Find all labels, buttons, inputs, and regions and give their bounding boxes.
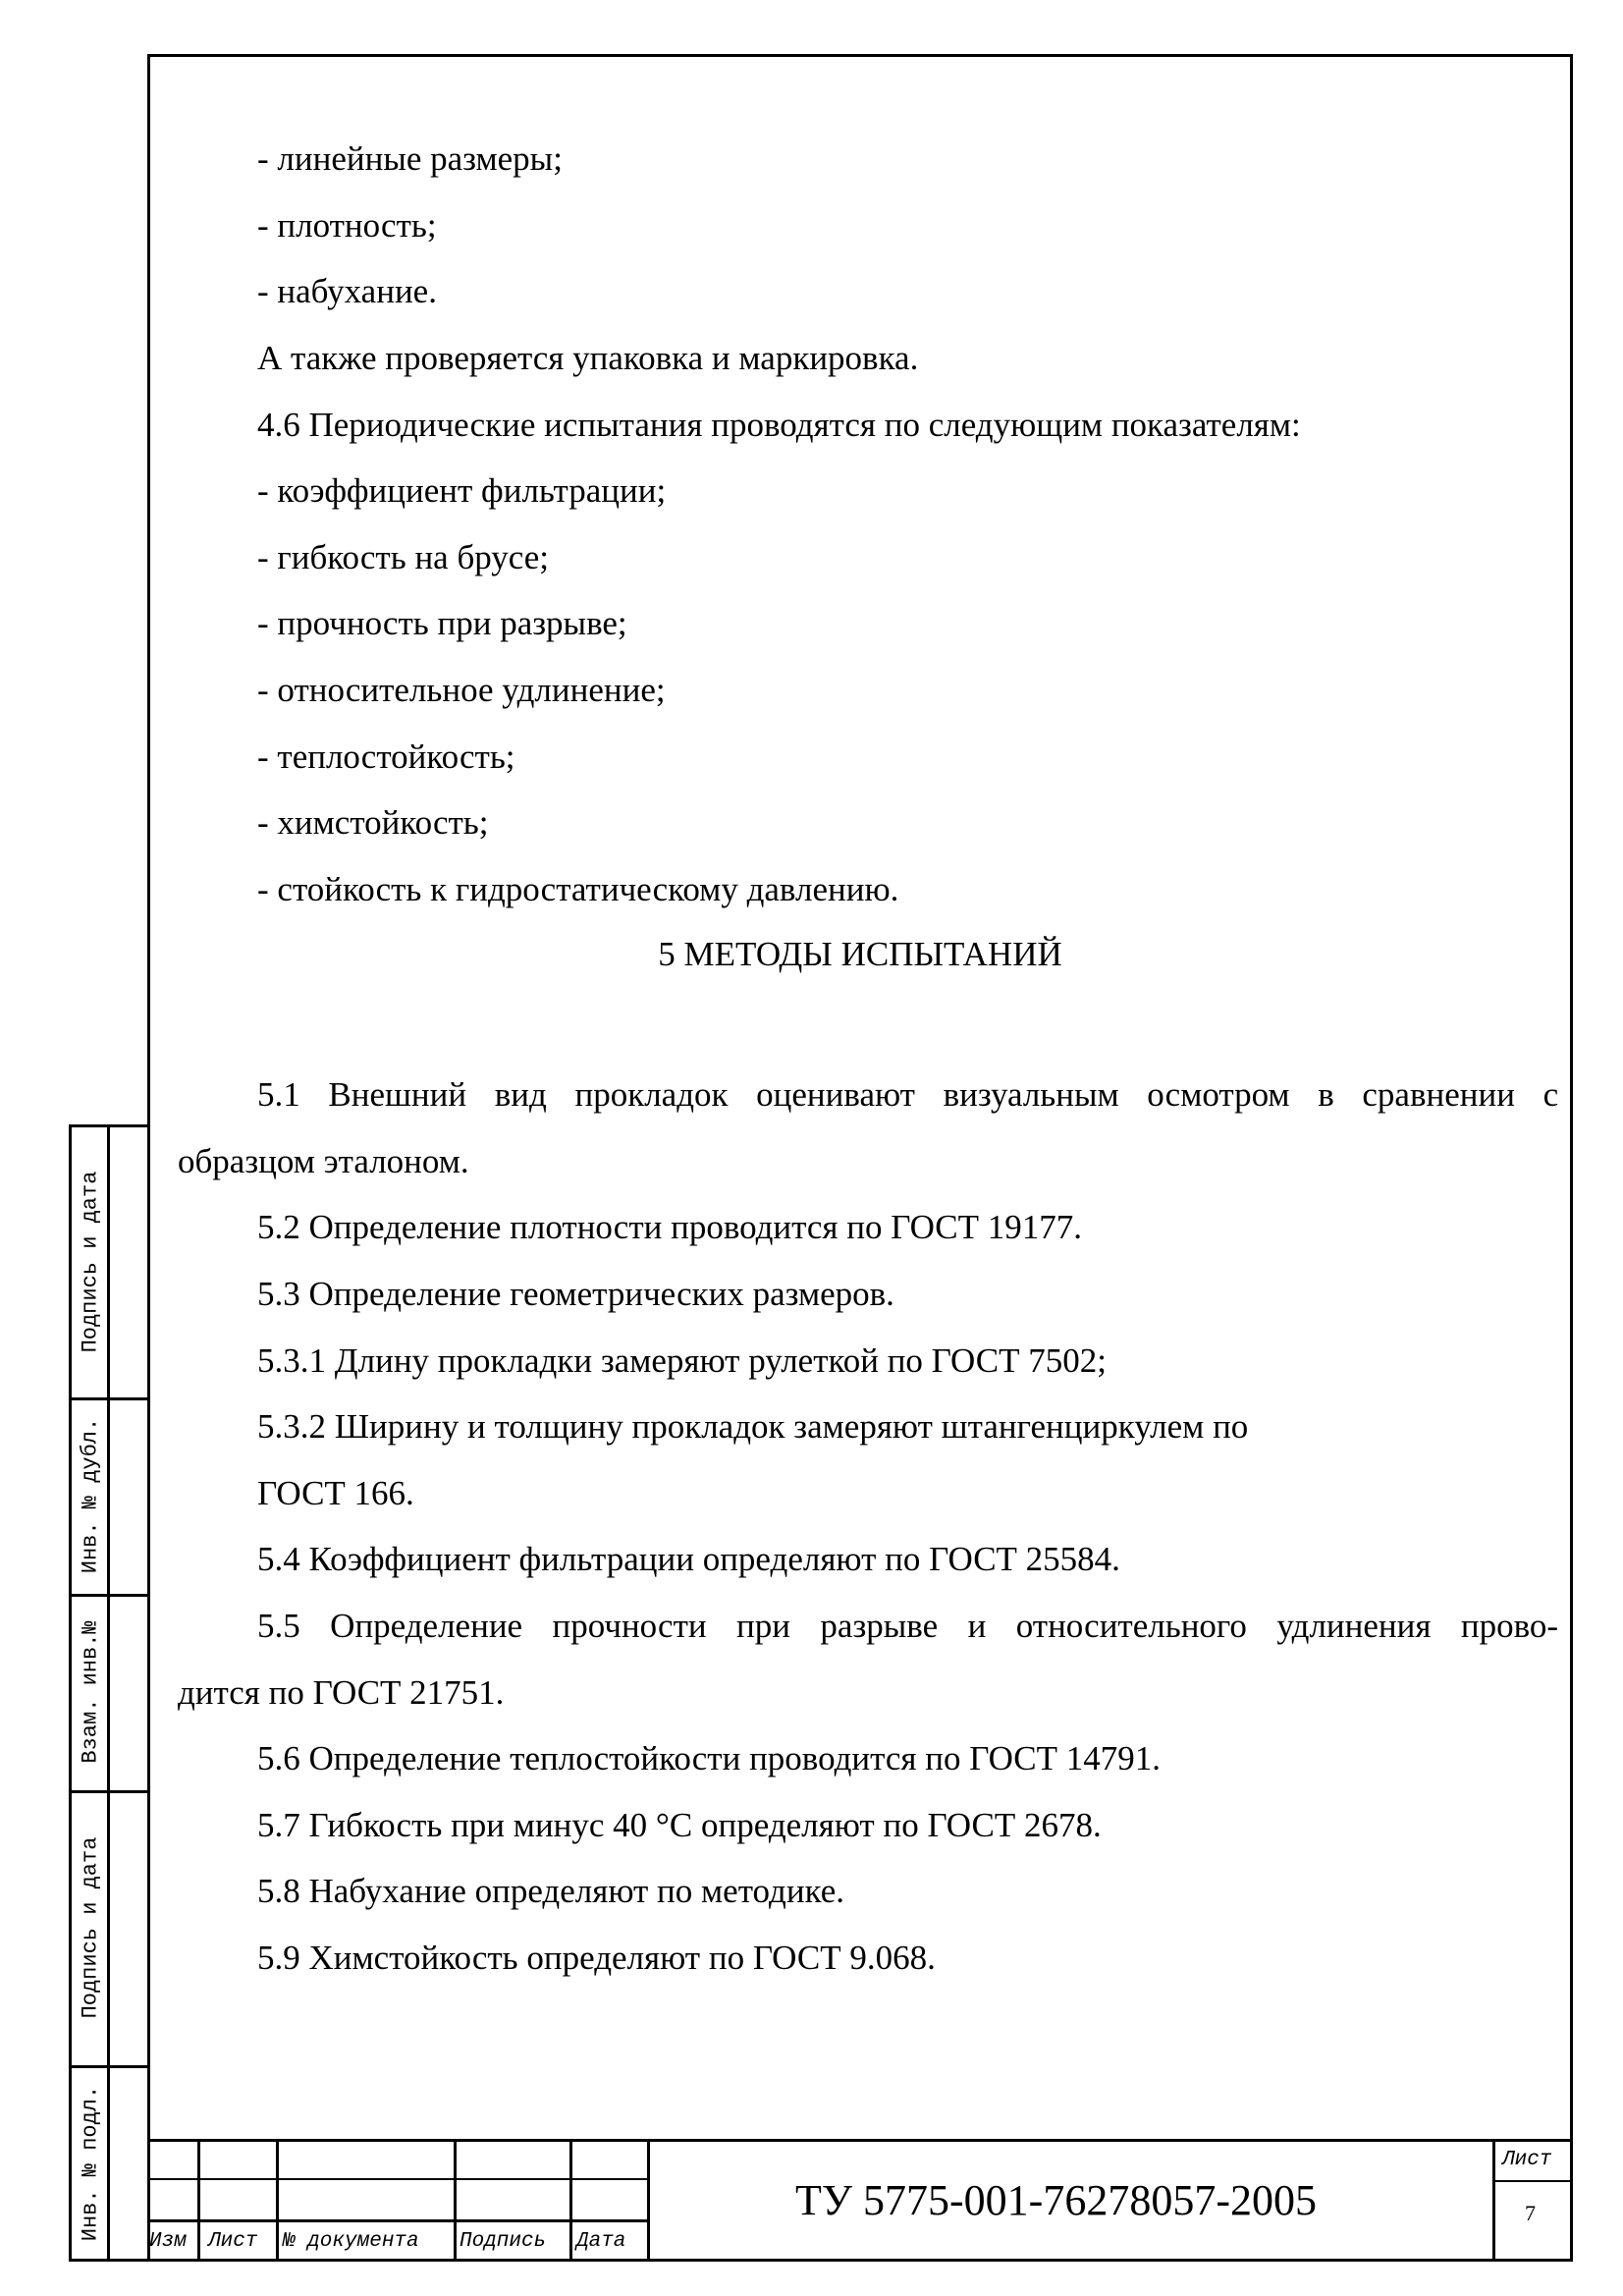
side-divider bbox=[72, 1594, 150, 1597]
list-item: - плотность; bbox=[257, 206, 437, 245]
paragraph-5-3: 5.3 Определение геометрических размеров. bbox=[257, 1275, 894, 1313]
sheet-label: Лист bbox=[1502, 2149, 1552, 2171]
paragraph-5-1-line2: образцом эталоном. bbox=[178, 1142, 469, 1180]
list-item: - прочность при разрыве; bbox=[257, 604, 627, 642]
title-block bbox=[147, 2139, 1573, 2262]
col-label-signature: Подпись bbox=[460, 2230, 547, 2253]
list-item: - набухание. bbox=[257, 272, 437, 310]
paragraph-5-3-2: 5.3.2 Ширину и толщину прокладок замеряют штангенциркулем по bbox=[257, 1407, 1249, 1446]
side-divider bbox=[72, 1790, 150, 1793]
paragraph-5-6: 5.6 Определение теплостойкости проводится по ГОСТ 14791. bbox=[257, 1739, 1161, 1777]
col-label-change: Изм bbox=[149, 2230, 187, 2253]
title-block-divider bbox=[147, 2219, 648, 2222]
title-block-divider bbox=[569, 2139, 572, 2262]
side-divider bbox=[72, 1397, 150, 1400]
title-block-divider bbox=[1492, 2180, 1573, 2182]
title-block-border bbox=[147, 2139, 1573, 2142]
side-divider bbox=[107, 1127, 110, 2259]
side-label-orig-inv: Инв. № подл. bbox=[78, 2085, 103, 2242]
title-block-divider bbox=[1492, 2139, 1495, 2262]
col-label-date: Дата bbox=[576, 2230, 626, 2253]
list-item: - линейные размеры; bbox=[257, 139, 563, 178]
paragraph-5-2: 5.2 Определение плотности проводится по ГОСТ 19177. bbox=[257, 1208, 1083, 1246]
paragraph-5-9: 5.9 Химстойкость определяют по ГОСТ 9.068. bbox=[257, 1939, 936, 1977]
side-divider bbox=[72, 2065, 150, 2068]
paragraph: А также проверяется упаковка и маркировка. bbox=[257, 339, 919, 377]
paragraph-5-3-2-cont: ГОСТ 166. bbox=[257, 1474, 414, 1512]
paragraph-5-5-line1: 5.5 Определение прочности при разрыве и относительного удлинения прово- bbox=[257, 1607, 1559, 1645]
document-code: ТУ 5775-001-76278057-2005 bbox=[795, 2176, 1317, 2224]
title-block-divider bbox=[197, 2139, 200, 2262]
list-item: - теплостойкость; bbox=[257, 738, 515, 776]
paragraph-5-7: 5.7 Гибкость при минус 40 °С определяют по ГОСТ 2678. bbox=[257, 1806, 1102, 1844]
paragraph-5-1-line1: 5.1 Внешний вид прокладок оценивают визуальным осмотром в сравнении с bbox=[257, 1075, 1559, 1114]
list-item: - химстойкость; bbox=[257, 803, 489, 842]
list-item: - стойкость к гидростатическому давлению. bbox=[257, 870, 899, 908]
col-label-document: № документа bbox=[283, 2230, 419, 2253]
list-item: - относительное удлинение; bbox=[257, 671, 666, 709]
side-label-signature-date: Подпись и дата bbox=[78, 1171, 103, 1353]
side-stamp-strip bbox=[69, 1124, 149, 2262]
side-label-signature-date: Подпись и дата bbox=[78, 1836, 103, 2019]
side-label-replace-inv: Взам. инв.№ bbox=[78, 1620, 103, 1764]
col-label-sheet: Лист bbox=[208, 2230, 258, 2253]
list-item: - гибкость на брусе; bbox=[257, 538, 550, 576]
section-heading: 5 МЕТОДЫ ИСПЫТАНИЙ bbox=[658, 935, 1062, 973]
list-item: - коэффициент фильтрации; bbox=[257, 471, 667, 510]
title-block-divider bbox=[647, 2139, 650, 2262]
paragraph-5-5-line2: дится по ГОСТ 21751. bbox=[178, 1673, 505, 1712]
title-block-divider bbox=[454, 2139, 457, 2262]
paragraph-4-6: 4.6 Периодические испытания проводятся по следующим показателям: bbox=[257, 406, 1301, 444]
paragraph-5-3-1: 5.3.1 Длину прокладки замеряют рулеткой по ГОСТ 7502; bbox=[257, 1341, 1107, 1380]
title-block-divider bbox=[147, 2178, 648, 2180]
paragraph-5-4: 5.4 Коэффициент фильтрации определяют по ГОСТ 25584. bbox=[257, 1540, 1120, 1578]
paragraph-5-8: 5.8 Набухание определяют по методике. bbox=[257, 1872, 844, 1910]
sheet-number: 7 bbox=[1525, 2201, 1536, 2225]
side-label-dup-inv: Инв. № дубл. bbox=[78, 1417, 103, 1574]
title-block-divider bbox=[276, 2139, 279, 2262]
